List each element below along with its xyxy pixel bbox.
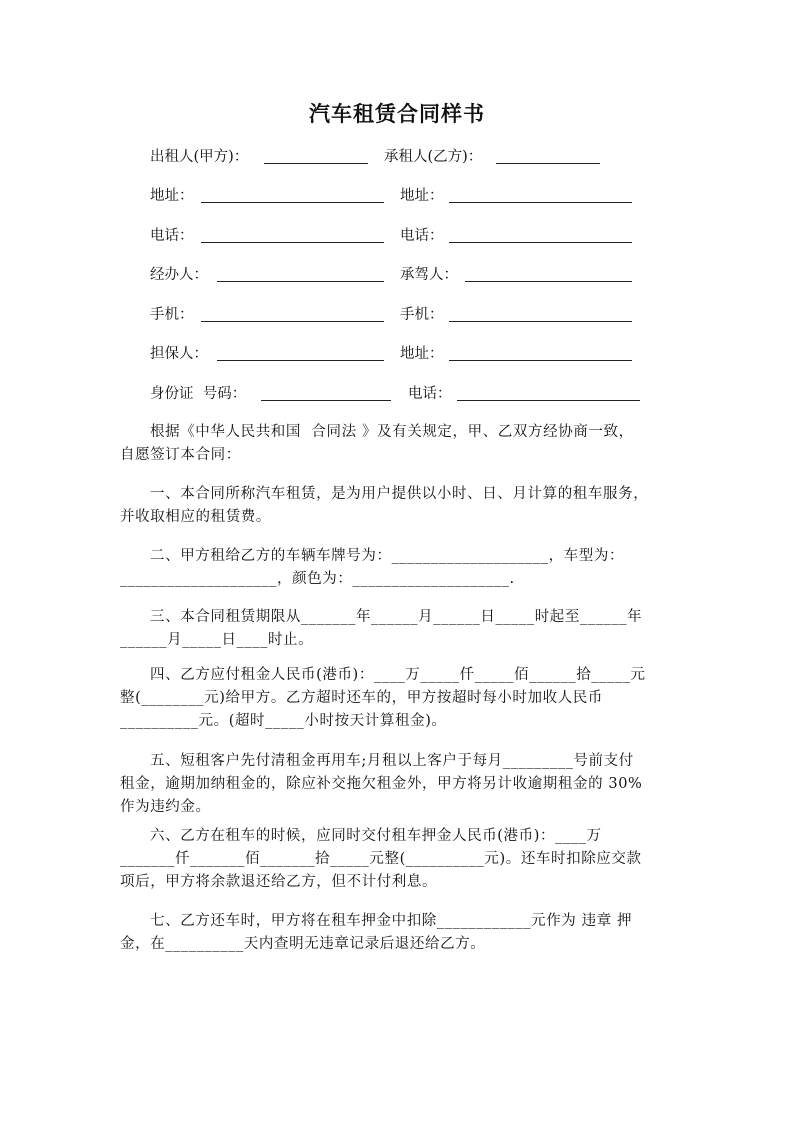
clause-5-line: 租金，逾期加纳租金的，除应补交拖欠租金外，甲方将另计收逾期租金的 30% [120,776,643,792]
handler-field[interactable] [217,281,384,282]
guarantor-field[interactable] [217,360,384,361]
clause-0-line: 根据《中华人民共和国 合同法 》及有关规定，甲、乙双方经协商一致， [150,424,634,440]
clause-6-line: _______仟_______佰_______拾_____元整(__________元)。还车时扣除应交款 [120,851,642,867]
address-left-field[interactable] [201,202,384,203]
clause-7-line: 金，在__________天内查明无违章记录后退还给乙方。 [120,936,486,952]
clause-5-line: 五、短租客户先付清租金再用车;月租以上客户于每月_________号前支付 [150,753,634,769]
clause-4-line: 整(________元)给甲方。乙方超时还车的，甲方按超时每小时加收人民币 [120,690,604,706]
driver-label: 承驾人： [400,267,458,283]
clause-4-line: 四、乙方应付租金人民币(港币)：____万_____仟_____佰______拾_____元 [150,667,646,683]
clause-1-line: 一、本合同所称汽车租赁，是为用户提供以小时、日、月计算的租车服务， [150,486,649,502]
phone-right-field[interactable] [449,242,632,243]
clause-2-line: ____________________，颜色为：____________________. [120,571,515,587]
mobile-left-label: 手机： [150,307,194,323]
lessor-label: 出租人(甲方)： [150,149,249,165]
clause-4-line: __________元。(超时_____小时按天计算租金)。 [120,713,447,729]
address-right-label: 地址： [400,188,444,204]
lessee-label: 承租人(乙方)： [384,149,483,165]
guarantor-phone-field[interactable] [457,400,640,401]
id-number-label: 身份证 号码： [150,386,247,402]
guarantor-address-label: 地址： [400,346,444,362]
handler-label: 经办人： [150,267,208,283]
clause-3-line: 三、本合同租赁期限从_______年______月______日_____时起至______年 [150,609,643,625]
clause-7-line: 七、乙方还车时，甲方将在租车押金中扣除____________元作为 违章 押 [150,913,633,929]
clause-6-line: 六、乙方在租车的时候，应同时交付租车押金人民币(港币)：____万 [150,828,602,844]
guarantor-address-field[interactable] [449,360,632,361]
clause-0-line: 自愿签订本合同： [120,447,241,463]
phone-left-field[interactable] [201,242,384,243]
lessor-field[interactable] [264,163,368,164]
clause-2-line: 二、甲方租给乙方的车辆车牌号为：____________________，车型为： [150,548,625,564]
guarantor-label: 担保人： [150,346,208,362]
guarantor-phone-label: 电话： [408,386,452,402]
clause-3-line: ______月_____日____时止。 [120,632,314,648]
phone-left-label: 电话： [150,228,194,244]
driver-field[interactable] [465,281,632,282]
mobile-right-label: 手机： [400,307,444,323]
clause-1-line: 并收取相应的租赁费。 [120,509,271,525]
document-title: 汽车租赁合同样书 [309,101,485,126]
id-number-field[interactable] [261,400,391,401]
mobile-left-field[interactable] [201,321,384,322]
phone-right-label: 电话： [400,228,444,244]
address-right-field[interactable] [449,202,632,203]
mobile-right-field[interactable] [449,321,632,322]
clause-6-line: 项后，甲方将余款退还给乙方，但不计付利息。 [120,874,438,890]
clause-5-line: 作为违约金。 [120,799,211,815]
address-left-label: 地址： [150,188,194,204]
lessee-field[interactable] [496,163,600,164]
